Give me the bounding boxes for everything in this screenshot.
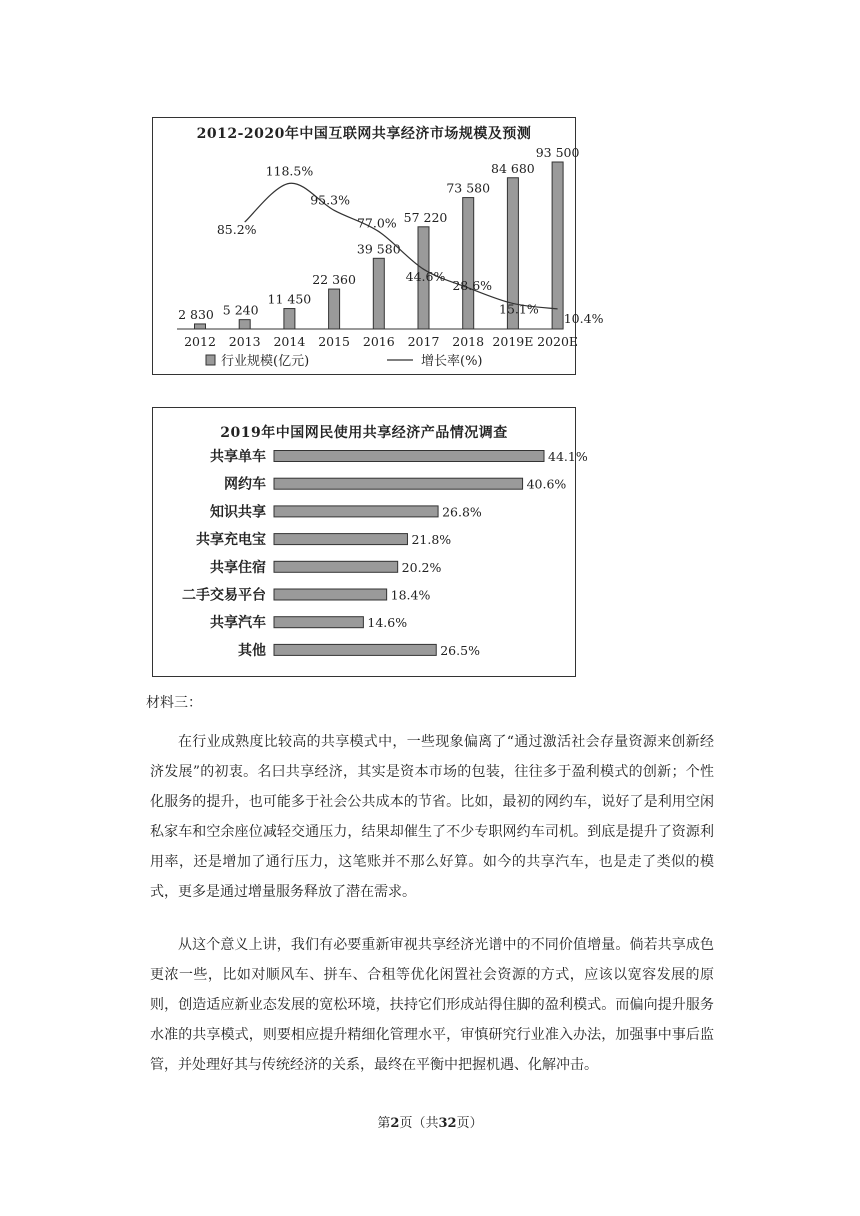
bar-value-label: 26.5% (440, 642, 480, 658)
growth-rate-label: 10.4% (563, 310, 604, 326)
category-label: 知识共享 (210, 504, 266, 521)
bar-value-label: 39 580 (356, 241, 401, 257)
bar-共享住宿 (274, 561, 398, 572)
bar-其他 (274, 644, 436, 655)
growth-rate-label: 77.0% (356, 215, 397, 231)
bar-value-label: 84 680 (491, 160, 535, 176)
bar-value-label: 57 220 (403, 209, 448, 225)
chart2-title: 2019年中国网民使用共享经济产品情况调查 (220, 425, 508, 441)
growth-rate-label: 95.3% (310, 192, 350, 208)
bar-共享单车 (274, 451, 544, 462)
bar-value-label: 73 580 (446, 180, 491, 196)
legend-bar-swatch (206, 355, 215, 365)
paragraph-1: 在行业成熟度比较高的共享模式中，一些现象偏离了“通过激活社会存量资源来创新经济发展”的初衷。名曰共享经济，其实是资本市场的包装，往往多于盈利模式的创新；个性化服务的提升，也可能多于社会公共成本的节省。比如，最初的网约车，说好了是利用空闲私家车和空余座位减轻交通压力，结果却催生了不少专职网约车司机。到底是提升了资源利用率，还是增加了通行压力，这笔账并不那么好算。如今的共享汽车，也是走了类似的模式，更多是通过增量服务释放了潜在需求。 (150, 734, 714, 900)
bar-value-label: 5 240 (222, 302, 259, 318)
x-tick-label: 2016 (362, 334, 395, 349)
bar-value-label: 44.1% (548, 449, 588, 464)
x-tick-label: 2018 (452, 334, 485, 349)
bar-知识共享 (274, 506, 438, 517)
x-tick-label: 2017 (407, 334, 440, 349)
category-label: 共享汽车 (210, 615, 266, 632)
chart1-plot (153, 118, 604, 374)
bar-2015 (329, 289, 340, 329)
bar-共享充电宝 (274, 534, 407, 545)
bar-value-label: 11 450 (267, 291, 312, 307)
bar-value-label: 40.6% (526, 476, 567, 492)
bar-value-label: 18.4% (390, 587, 431, 603)
category-label: 二手交易平台 (182, 587, 266, 604)
footer-total: 32 (438, 1116, 457, 1131)
category-label: 共享住宿 (210, 559, 266, 576)
x-tick-label: 2020E (537, 334, 579, 349)
market-size-chart (152, 117, 604, 375)
x-tick-label: 2019E (492, 334, 534, 349)
chart2-plot (153, 408, 588, 676)
x-tick-label: 2014 (273, 334, 306, 349)
bar-value-label: 14.6% (367, 615, 408, 631)
usage-survey-chart (152, 407, 588, 677)
legend-bar-label: 行业规模(亿元) (221, 354, 310, 369)
bar-value-label: 22 360 (312, 272, 356, 288)
bar-2018 (463, 198, 474, 329)
footer-prefix: 第 (377, 1116, 391, 1131)
bar-2020E (552, 162, 563, 329)
bar-2016 (373, 258, 384, 329)
growth-rate-label: 44.6% (405, 269, 446, 285)
growth-rate-label: 118.5% (265, 163, 314, 179)
bar-value-label: 20.2% (401, 559, 442, 575)
footer-page: 2 (390, 1116, 400, 1131)
x-tick-label: 2012 (184, 334, 216, 349)
material-label: 材料三： (146, 695, 202, 711)
bar-2013 (239, 320, 250, 329)
chart1-title: 2012-2020年中国互联网共享经济市场规模及预测 (196, 126, 532, 142)
bar-value-label: 21.8% (411, 532, 452, 548)
growth-rate-label: 15.1% (499, 301, 539, 317)
footer-suffix: 页） (456, 1116, 483, 1131)
legend-line-label: 增长率(%) (421, 354, 483, 369)
bar-2012 (195, 324, 206, 329)
footer-middle: 页（共 (399, 1116, 439, 1131)
paragraph-2: 从这个意义上讲，我们有必要重新审视共享经济光谱中的不同价值增量。倘若共享成色更浓一些，比如对顺风车、拼车、合租等优化闲置社会资源的方式，应该以宽容发展的原则，创造适应新业态发展的宽松环境，扶持它们形成站得住脚的盈利模式。而偏向提升服务水准的共享模式，则要相应提升精细化管理水平，审慎研究行业准入办法，加强事中事后监管，并处理好其与传统经济的关系，最终在平衡中把握机遇、化解冲击。 (150, 937, 714, 1073)
bar-共享汽车 (274, 617, 363, 628)
category-label: 共享充电宝 (196, 532, 266, 549)
category-label: 网约车 (224, 476, 266, 493)
growth-rate-label: 28.6% (452, 277, 493, 293)
bar-2014 (284, 309, 295, 329)
bar-value-label: 26.8% (442, 504, 482, 520)
growth-rate-label: 85.2% (216, 222, 257, 238)
bar-二手交易平台 (274, 589, 387, 600)
category-label: 其他 (238, 642, 266, 659)
x-tick-label: 2013 (228, 334, 261, 349)
page-footer (0, 1112, 860, 1131)
bar-网约车 (274, 478, 523, 489)
bar-value-label: 2 830 (178, 306, 214, 322)
x-tick-label: 2015 (318, 334, 351, 349)
bar-value-label: 93 500 (535, 145, 580, 160)
category-label: 共享单车 (210, 449, 266, 465)
